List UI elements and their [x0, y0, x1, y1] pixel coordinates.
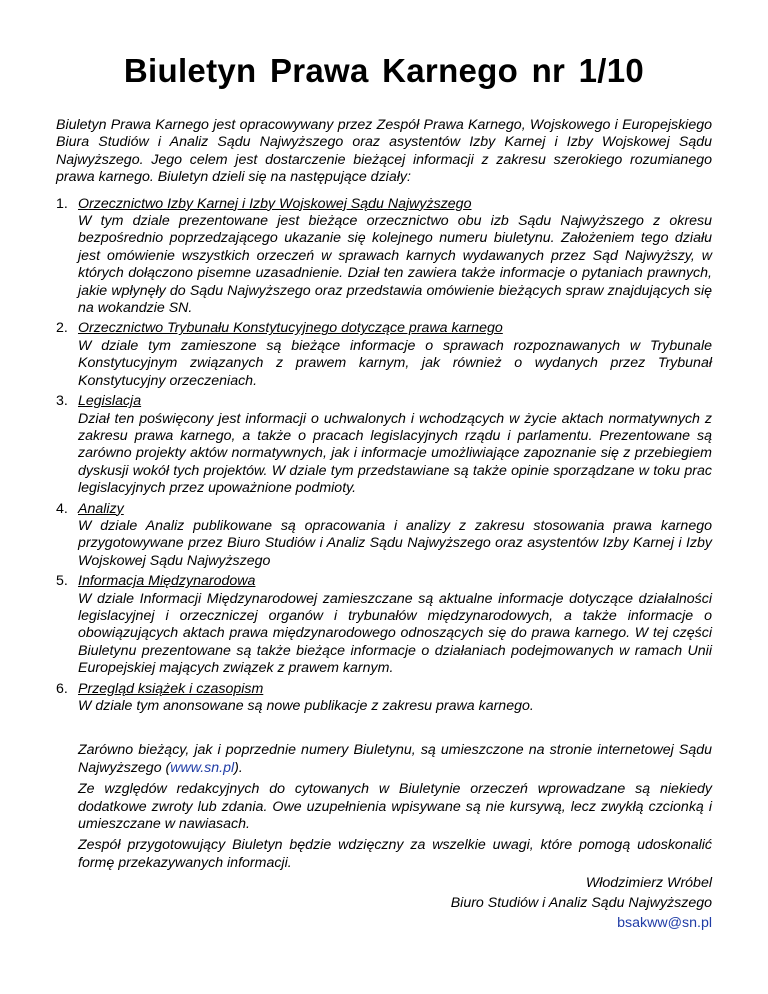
signature-org: Biuro Studiów i Analiz Sądu Najwyższego	[450, 895, 712, 912]
section-body: W dziale Informacji Międzynarodowej zamieszczane są aktualne informacje dotyczące działalności legislacyjnej i orzeczniczej organów i trybunałów międzynarodowych, a także informacje o obowiązujących aktach prawa międzynarodowego odnoszących się do prawa karnego. W tej części Biuletynu prezentowane są także bieżące informacje o działaniach podejmowanych w ramach Unii Europejskiej mających związek z prawem karnym.	[78, 590, 712, 677]
section-heading	[56, 501, 712, 518]
section-title: Orzecznictwo Trybunału Konstytucyjnego dotyczące prawa karnego	[78, 320, 503, 337]
section-item	[56, 393, 712, 497]
website-note-end: ).	[234, 759, 243, 776]
section-item	[56, 501, 712, 571]
section-number: 5.	[56, 573, 68, 590]
section-number: 1.	[56, 195, 68, 212]
section-title: Analizy	[78, 500, 124, 517]
closing-notes	[78, 742, 712, 933]
website-note-text: Zarówno bieżący, jak i poprzednie numery Biuletynu, są umieszczone na stronie internetowej Sądu Najwyższego (	[78, 742, 712, 776]
intro-paragraph: Biuletyn Prawa Karnego jest opracowywany przez Zespół Prawa Karnego, Wojskowego i Europejskiego Biura Studiów i Analiz Sądu Najwyższego oraz asystentów Izby Karnej i Izby Wojskowej Sądu Najwyższego. Jego celem jest dostarczenie bieżącej informacji z zakresu szerokiego rozumianego prawa karnego. Biuletyn dzieli się na następujące działy:	[56, 117, 712, 186]
website-link[interactable]: www.sn.pl	[170, 759, 235, 776]
section-body: W tym dziale prezentowane jest bieżące orzecznictwo obu izb Sądu Najwyższego z okresu bezpośrednio poprzedzającego ukazanie się kolejnego numeru biuletynu. Założeniem tego działu jest omówienie wszystkich orzeczeń w sprawach karnych wydawanych przez Sąd Najwyższy, w których dołączono pisemne uzasadnienie. Dział ten zawiera także informacje o pytaniach prawnych, jakie wpłynęły do Sądu Najwyższego oraz przedstawia omówienie bieżących spraw znajdujących się na wokandzie SN.	[78, 213, 712, 317]
section-title: Przegląd książek i czasopism	[78, 680, 264, 697]
signature-name: Włodzimierz Wróbel	[585, 875, 712, 892]
section-item	[56, 681, 712, 716]
section-title: Informacja Międzynarodowa	[78, 573, 256, 590]
section-heading	[56, 393, 712, 410]
section-heading	[56, 573, 712, 590]
section-body: Dział ten poświęcony jest informacji o uchwalonych i wchodzących w życie aktach normatywnych z zakresu prawa karnego, a także o pracach legislacyjnych rządu i parlamentu. Prezentowane są zarówno projekty aktów normatywnych, jak i informacje umożliwiające zapoznanie się z przebiegiem dyskusji wokół tych projektów. W dziale tym przedstawiane są także opinie sporządzane w toku prac legislacyjnych przez upoważnione podmioty.	[78, 410, 712, 497]
section-body: W dziale Analiz publikowane są opracowania i analizy z zakresu stosowania prawa karnego przygotowywane przez Biuro Studiów i Analiz Sądu Najwyższego oraz asystentów Izby Karnej i Izby Wojskowej Sądu Najwyższego	[78, 517, 712, 569]
section-number: 2.	[56, 320, 68, 337]
page-title: Biuletyn Prawa Karnego nr 1/10	[123, 52, 645, 89]
section-body: W dziale tym anonsowane są nowe publikacje z zakresu prawa karnego.	[78, 698, 534, 714]
section-number: 4.	[56, 500, 68, 517]
section-item	[56, 573, 712, 677]
section-title: Orzecznictwo Izby Karnej i Izby Wojskowej Sądu Najwyższego	[78, 195, 472, 212]
section-item	[56, 320, 712, 390]
section-title: Legislacja	[78, 393, 142, 410]
section-heading	[56, 196, 712, 213]
section-heading	[56, 320, 712, 337]
sections-list	[56, 196, 712, 716]
contact-email-link[interactable]: bsakww@sn.pl	[617, 915, 712, 932]
section-number: 6.	[56, 680, 68, 697]
section-heading	[56, 681, 712, 698]
website-note	[78, 742, 712, 777]
section-body: W dziale tym zamieszone są bieżące informacje o sprawach rozpoznawanych w Trybunale Konstytucyjnym związanych z prawem karnym, jak również o wydanych przez Trybunał Konstytucyjny orzeczeniach.	[78, 337, 712, 389]
feedback-note: Zespół przygotowujący Biuletyn będzie wdzięczny za wszelkie uwagi, które pomogą udoskonalić formę przekazywanych informacji.	[78, 837, 712, 871]
section-number: 3.	[56, 393, 68, 410]
editorial-note: Ze względów redakcyjnych do cytowanych w Biuletynie orzeczeń wprowadzane są niekiedy dodatkowe zwroty lub zdania. Owe uzupełnienia wpisywane są nie kursywą, lecz zwykłą czcionką i umieszczane w nawiasach.	[78, 781, 712, 833]
signature-block	[78, 873, 712, 933]
section-item	[56, 196, 712, 318]
